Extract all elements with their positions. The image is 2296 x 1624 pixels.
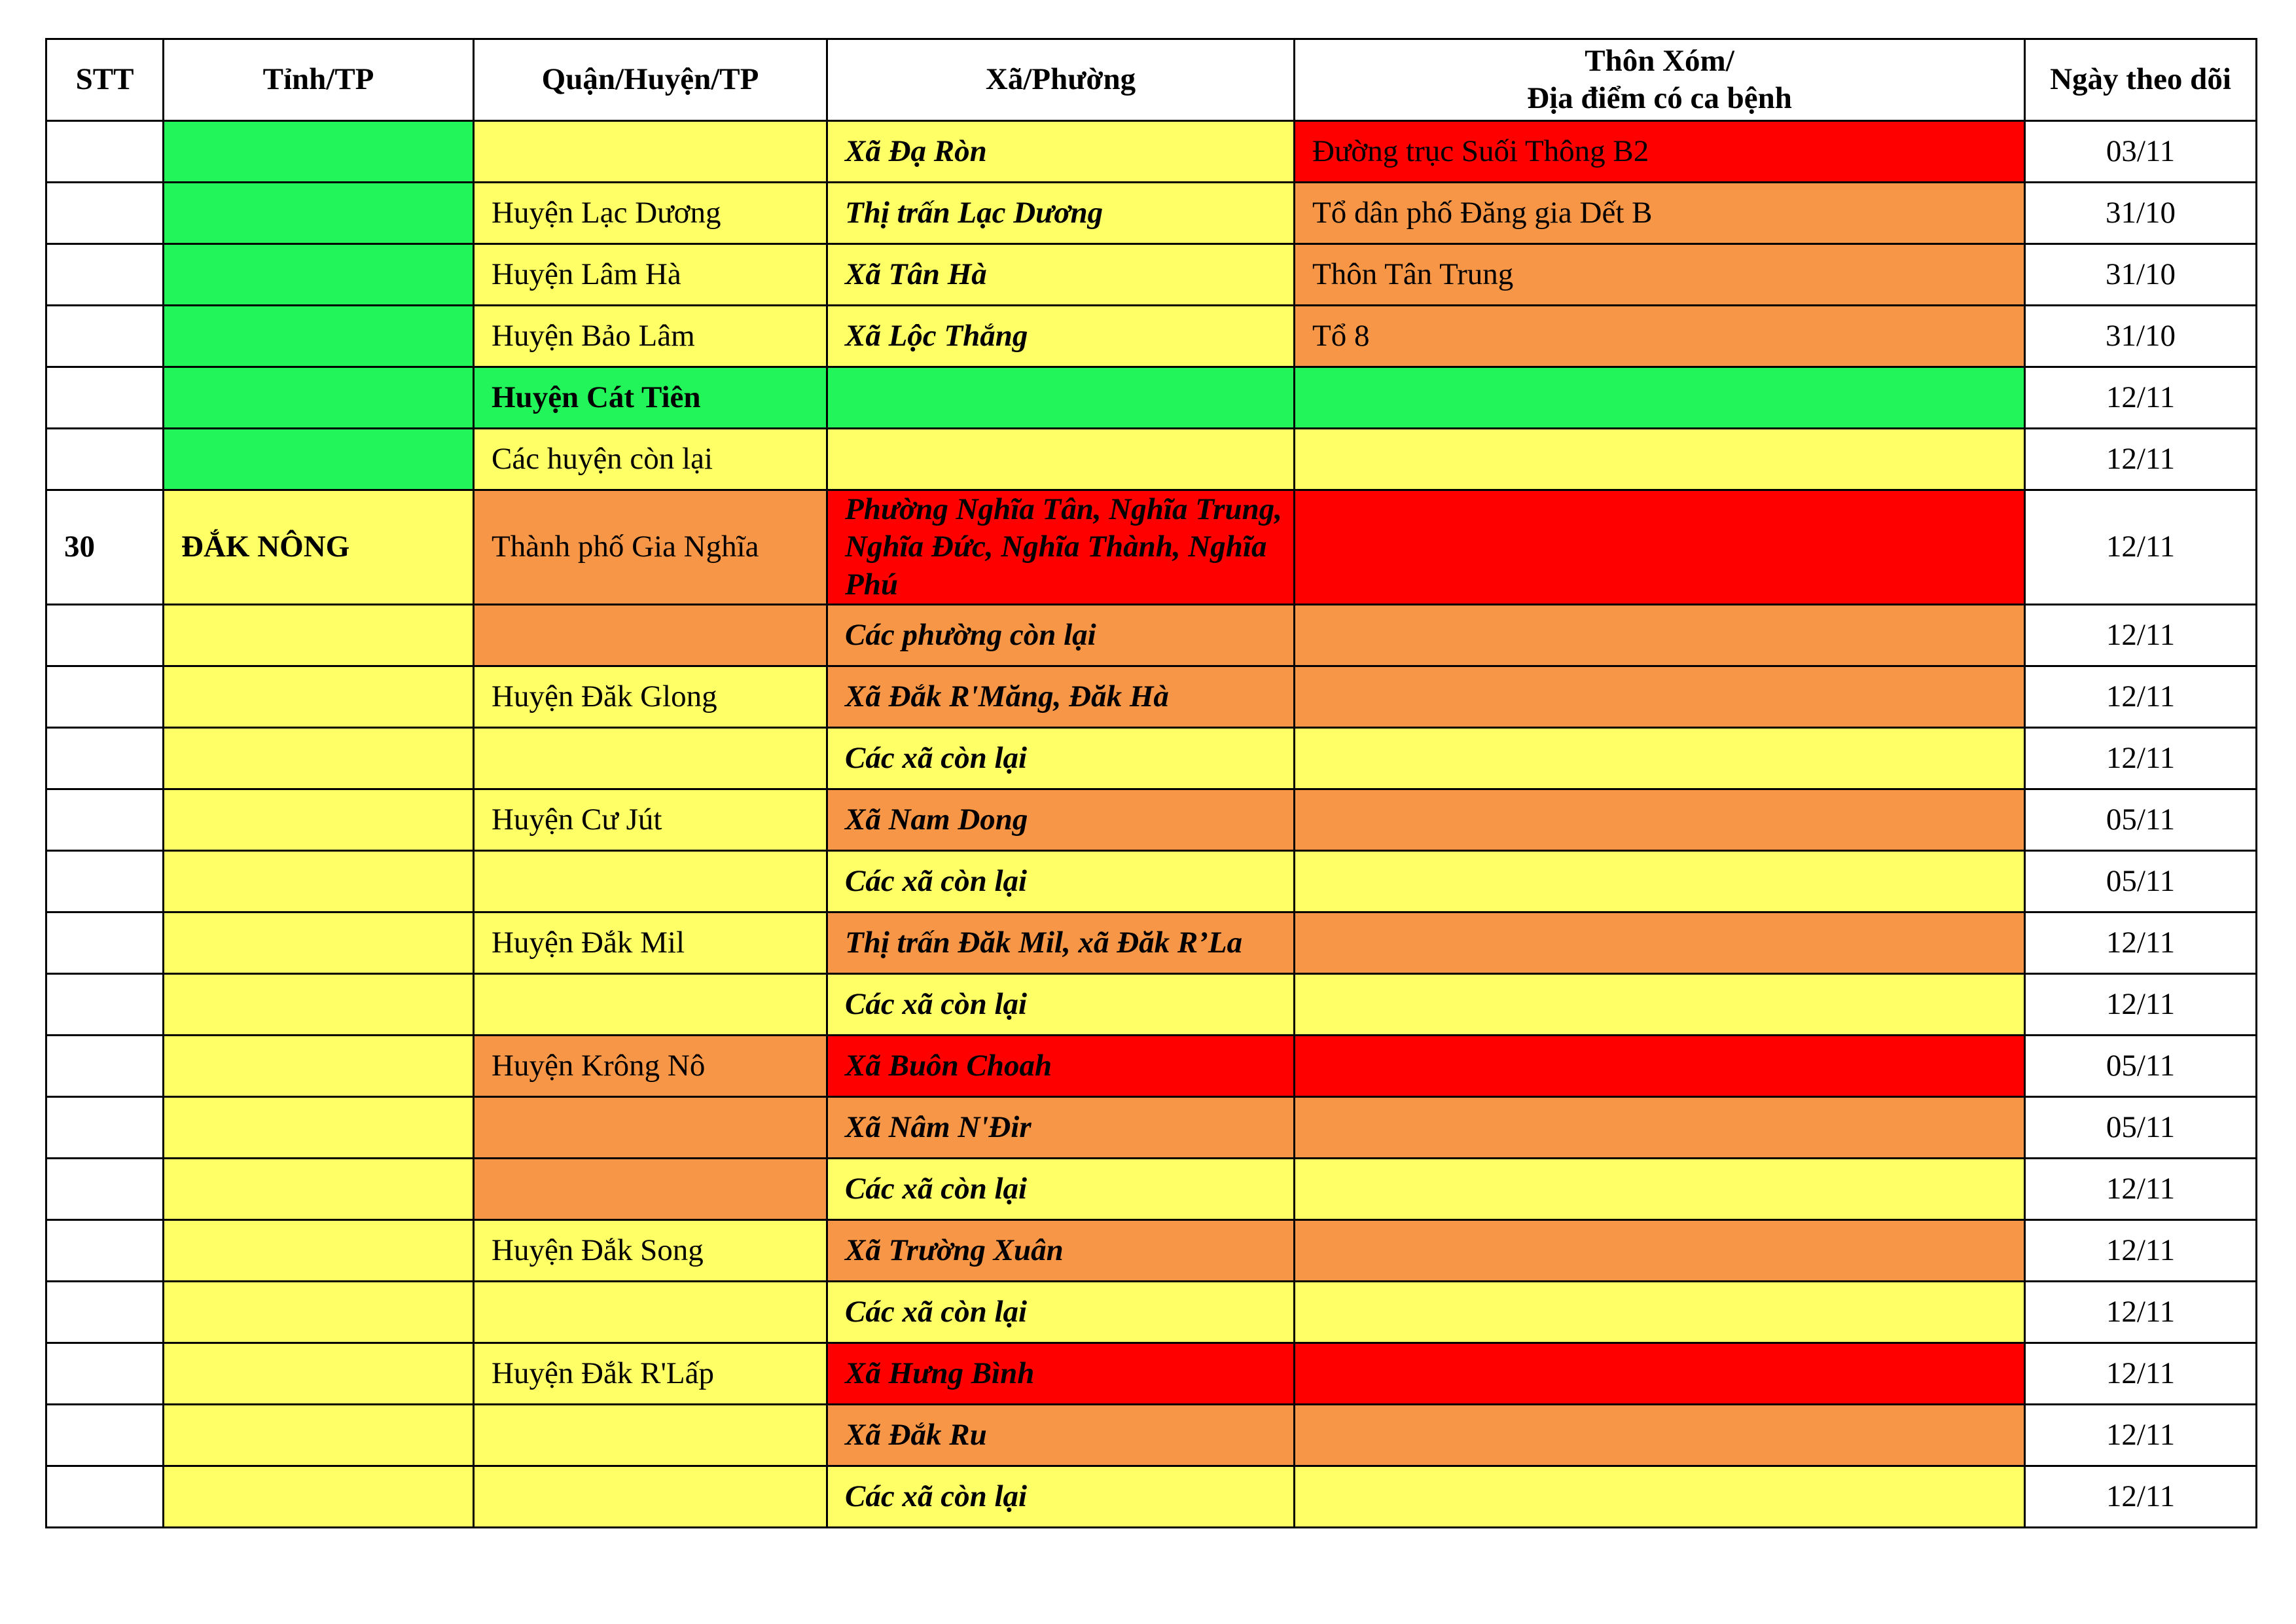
cell-date: 12/11 xyxy=(2025,490,2257,605)
cell-hamlet: Thôn Tân Trung xyxy=(1295,244,2025,306)
cell-date: 12/11 xyxy=(2025,727,2257,789)
header-province: Tỉnh/TP xyxy=(164,39,474,121)
cell-ward: Xã Lộc Thắng xyxy=(827,306,1295,367)
table-row xyxy=(46,604,2257,666)
cell-district xyxy=(474,1096,827,1158)
cell-province xyxy=(164,1096,474,1158)
cell-district xyxy=(474,850,827,912)
cell-district xyxy=(474,1281,827,1343)
cell-stt xyxy=(46,850,164,912)
cell-hamlet: Tổ 8 xyxy=(1295,306,2025,367)
cell-hamlet xyxy=(1295,490,2025,605)
cell-hamlet: Tổ dân phố Đăng gia Dết B xyxy=(1295,183,2025,244)
cell-stt xyxy=(46,1281,164,1343)
cell-ward: Thị trấn Lạc Dương xyxy=(827,183,1295,244)
cell-date: 12/11 xyxy=(2025,1158,2257,1219)
cell-ward xyxy=(827,429,1295,490)
table-row xyxy=(46,306,2257,367)
cell-hamlet xyxy=(1295,1158,2025,1219)
cell-hamlet xyxy=(1295,789,2025,850)
table-row xyxy=(46,1035,2257,1096)
cell-province xyxy=(164,1466,474,1527)
cell-province xyxy=(164,306,474,367)
cell-ward: Xã Đạ Ròn xyxy=(827,121,1295,183)
cell-province: ĐẮK NÔNG xyxy=(164,490,474,605)
cell-province xyxy=(164,973,474,1035)
cell-district xyxy=(474,604,827,666)
cell-stt xyxy=(46,1466,164,1527)
cell-province xyxy=(164,789,474,850)
cell-province xyxy=(164,604,474,666)
cell-date: 12/11 xyxy=(2025,367,2257,429)
cell-ward: Xã Nam Dong xyxy=(827,789,1295,850)
cell-ward: Các xã còn lại xyxy=(827,850,1295,912)
table-row xyxy=(46,1219,2257,1281)
cell-ward: Xã Nâm N'Đir xyxy=(827,1096,1295,1158)
cell-date: 31/10 xyxy=(2025,183,2257,244)
cell-ward: Các xã còn lại xyxy=(827,1466,1295,1527)
cell-district: Huyện Lâm Hà xyxy=(474,244,827,306)
cell-district: Huyện Bảo Lâm xyxy=(474,306,827,367)
table-row xyxy=(46,973,2257,1035)
header-date: Ngày theo dõi xyxy=(2025,39,2257,121)
cell-stt xyxy=(46,1158,164,1219)
cell-province xyxy=(164,912,474,973)
header-hamlet-line2: Địa điểm có ca bệnh xyxy=(1527,81,1792,115)
table-row xyxy=(46,666,2257,727)
cell-district: Huyện Đắk R'Lấp xyxy=(474,1343,827,1404)
cell-province xyxy=(164,367,474,429)
cell-hamlet xyxy=(1295,604,2025,666)
cell-district xyxy=(474,973,827,1035)
cell-hamlet xyxy=(1295,973,2025,1035)
cell-province xyxy=(164,850,474,912)
table-row xyxy=(46,1096,2257,1158)
table-row xyxy=(46,244,2257,306)
cell-hamlet xyxy=(1295,1281,2025,1343)
cell-date: 03/11 xyxy=(2025,121,2257,183)
cell-province xyxy=(164,121,474,183)
cell-stt xyxy=(46,1096,164,1158)
cell-province xyxy=(164,1219,474,1281)
table-row xyxy=(46,121,2257,183)
cell-ward xyxy=(827,367,1295,429)
cell-hamlet xyxy=(1295,429,2025,490)
cell-date: 12/11 xyxy=(2025,604,2257,666)
cell-stt xyxy=(46,367,164,429)
header-stt: STT xyxy=(46,39,164,121)
cell-ward: Thị trấn Đăk Mil, xã Đăk R’La xyxy=(827,912,1295,973)
cell-stt xyxy=(46,1343,164,1404)
cell-stt xyxy=(46,1404,164,1466)
cell-province xyxy=(164,244,474,306)
cell-date: 05/11 xyxy=(2025,1096,2257,1158)
cell-ward: Các xã còn lại xyxy=(827,1158,1295,1219)
cell-province xyxy=(164,183,474,244)
table-row xyxy=(46,850,2257,912)
cell-stt xyxy=(46,1219,164,1281)
cell-date: 31/10 xyxy=(2025,244,2257,306)
cell-date: 12/11 xyxy=(2025,666,2257,727)
cell-stt xyxy=(46,429,164,490)
cell-ward: Xã Đắk R'Măng, Đăk Hà xyxy=(827,666,1295,727)
cell-province xyxy=(164,429,474,490)
cell-district: Huyện Đắk Song xyxy=(474,1219,827,1281)
cell-date: 12/11 xyxy=(2025,973,2257,1035)
cell-stt xyxy=(46,789,164,850)
cell-district: Huyện Krông Nô xyxy=(474,1035,827,1096)
cell-district: Thành phố Gia Nghĩa xyxy=(474,490,827,605)
cell-ward: Các xã còn lại xyxy=(827,973,1295,1035)
cell-stt xyxy=(46,666,164,727)
cell-province xyxy=(164,1281,474,1343)
cell-date: 05/11 xyxy=(2025,789,2257,850)
cell-stt xyxy=(46,244,164,306)
cell-hamlet xyxy=(1295,1035,2025,1096)
cell-date: 12/11 xyxy=(2025,912,2257,973)
cell-hamlet xyxy=(1295,1343,2025,1404)
cell-stt xyxy=(46,183,164,244)
cell-district xyxy=(474,1466,827,1527)
outbreak-zone-table xyxy=(45,38,2257,1528)
cell-district xyxy=(474,727,827,789)
cell-date: 12/11 xyxy=(2025,1466,2257,1527)
cell-hamlet xyxy=(1295,1096,2025,1158)
cell-date: 05/11 xyxy=(2025,1035,2257,1096)
cell-hamlet xyxy=(1295,912,2025,973)
cell-stt: 30 xyxy=(46,490,164,605)
cell-district: Huyện Đắk Mil xyxy=(474,912,827,973)
cell-hamlet xyxy=(1295,367,2025,429)
cell-stt xyxy=(46,604,164,666)
cell-district: Các huyện còn lại xyxy=(474,429,827,490)
cell-ward: Các xã còn lại xyxy=(827,1281,1295,1343)
cell-stt xyxy=(46,121,164,183)
header-row xyxy=(46,39,2257,121)
table-row xyxy=(46,1343,2257,1404)
cell-district: Huyện Cát Tiên xyxy=(474,367,827,429)
table-row xyxy=(46,1466,2257,1527)
table-row xyxy=(46,912,2257,973)
cell-date: 12/11 xyxy=(2025,429,2257,490)
cell-district: Huyện Lạc Dương xyxy=(474,183,827,244)
cell-hamlet xyxy=(1295,1466,2025,1527)
cell-district: Huyện Cư Jút xyxy=(474,789,827,850)
table-row xyxy=(46,429,2257,490)
cell-ward: Xã Đắk Ru xyxy=(827,1404,1295,1466)
cell-stt xyxy=(46,727,164,789)
table-row xyxy=(46,1158,2257,1219)
cell-district xyxy=(474,1404,827,1466)
cell-province xyxy=(164,1158,474,1219)
table-row xyxy=(46,183,2257,244)
cell-hamlet xyxy=(1295,1404,2025,1466)
cell-date: 12/11 xyxy=(2025,1219,2257,1281)
header-district: Quận/Huyện/TP xyxy=(474,39,827,121)
cell-ward: Xã Hưng Bình xyxy=(827,1343,1295,1404)
header-ward: Xã/Phường xyxy=(827,39,1295,121)
cell-hamlet xyxy=(1295,666,2025,727)
cell-ward: Xã Tân Hà xyxy=(827,244,1295,306)
cell-ward: Phường Nghĩa Tân, Nghĩa Trung, Nghĩa Đức, Nghĩa Thành, Nghĩa Phú xyxy=(827,490,1295,605)
cell-ward: Xã Trường Xuân xyxy=(827,1219,1295,1281)
cell-ward: Xã Buôn Choah xyxy=(827,1035,1295,1096)
cell-ward: Các phường còn lại xyxy=(827,604,1295,666)
cell-stt xyxy=(46,1035,164,1096)
cell-ward: Các xã còn lại xyxy=(827,727,1295,789)
cell-stt xyxy=(46,306,164,367)
cell-province xyxy=(164,1035,474,1096)
cell-hamlet xyxy=(1295,1219,2025,1281)
table-row xyxy=(46,367,2257,429)
table-row xyxy=(46,490,2257,605)
cell-district xyxy=(474,1158,827,1219)
cell-province xyxy=(164,666,474,727)
header-hamlet-line1: Thôn Xóm/ xyxy=(1585,43,1734,78)
header-hamlet xyxy=(1295,39,2025,121)
cell-district xyxy=(474,121,827,183)
cell-date: 05/11 xyxy=(2025,850,2257,912)
table-row xyxy=(46,1281,2257,1343)
cell-date: 12/11 xyxy=(2025,1404,2257,1466)
cell-province xyxy=(164,1404,474,1466)
table-row xyxy=(46,789,2257,850)
cell-date: 12/11 xyxy=(2025,1281,2257,1343)
cell-hamlet: Đường trục Suối Thông B2 xyxy=(1295,121,2025,183)
cell-hamlet xyxy=(1295,850,2025,912)
cell-district: Huyện Đăk Glong xyxy=(474,666,827,727)
cell-stt xyxy=(46,912,164,973)
table-row xyxy=(46,1404,2257,1466)
cell-hamlet xyxy=(1295,727,2025,789)
cell-stt xyxy=(46,973,164,1035)
table-row xyxy=(46,727,2257,789)
cell-date: 12/11 xyxy=(2025,1343,2257,1404)
cell-province xyxy=(164,1343,474,1404)
cell-date: 31/10 xyxy=(2025,306,2257,367)
cell-province xyxy=(164,727,474,789)
